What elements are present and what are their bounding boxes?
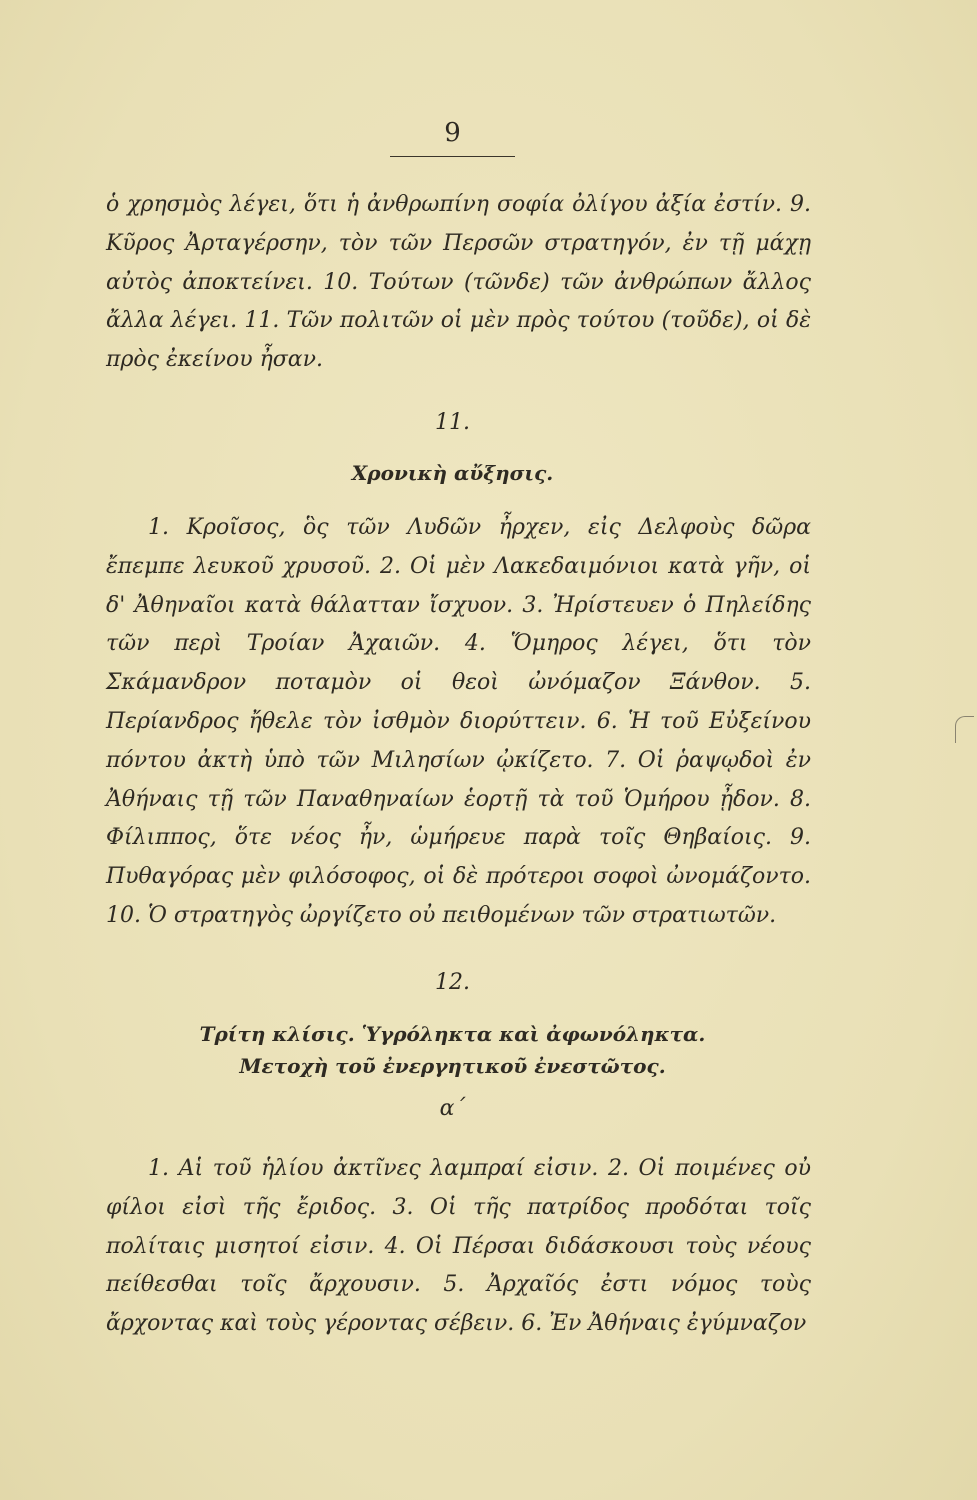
section-11-number: 11.: [435, 410, 470, 435]
page-number-rule: [390, 156, 515, 157]
paragraph: 1. Κροῖσος, ὃς τῶν Λυδῶν ἦρχεν, εἰς Δελφοὺς δῶρα ἔπεμπε λευκοῦ χρυσοῦ. 2. Οἱ μὲν Λακεδαιμόνιοι κατὰ γῆν, οἱ δ' Ἀθηναῖοι κατὰ θάλατταν ἴσχυον. 3. Ἠρίστευεν ὁ Πηλείδης τῶν περὶ Τροίαν Ἀχαιῶν. 4. Ὅμηρος λέγει, ὅτι τὸν Σκάμανδρον ποταμὸν οἱ θεοὶ ὠνόμαζον Ξάνθον. 5. Περίανδρος ἤθελε τὸν ἰσθμὸν διορύττειν. 6. Ἡ τοῦ Εὐξείνου πόντου ἀκτὴ ὑπὸ τῶν Μιλησίων ᾠκίζετο. 7. Οἱ ῥαψῳδοὶ ἐν Ἀθήναις τῇ τῶν Παναθηναίων ἑορτῇ τὰ τοῦ Ὁμήρου ᾖδον. 8. Φίλιππος, ὅτε νέος ἦν, ὡμήρευε παρὰ τοῖς Θηβαίοις. 9. Πυθαγόρας μὲν φιλόσοφος, οἱ δὲ πρότεροι σοφοὶ ὠνομάζοντο. 10. Ὁ στρατηγὸς ὠργίζετο οὐ πειθομένων τῶν στρατιωτῶν.: [106, 515, 811, 928]
section-12-title-line-2: Μετοχὴ τοῦ ἐνεργητικοῦ ἐνεστῶτος.: [239, 1054, 666, 1078]
section-11-title: Χρονικὴ αὔξησις.: [351, 461, 554, 485]
paragraph: ὁ χρησμὸς λέγει, ὅτι ἡ ἀνθρωπίνη σοφία ὀλίγου ἀξία ἐστίν. 9. Κῦρος Ἀρταγέρσην, τὸν τῶν Περσῶν στρατηγόν, ἐν τῇ μάχῃ αὐτὸς ἀποκτείνει. 10. Τούτων (τῶνδε) τῶν ἀνθρώπων ἄλλος ἄλλα λέγει. 11. Τῶν πολιτῶν οἱ μὲν πρὸς τούτου (τοῦδε), οἱ δὲ πρὸς ἐκείνου ἦσαν.: [106, 192, 811, 373]
margin-bracket-mark: [955, 716, 974, 743]
page-number: 9: [444, 118, 461, 148]
paragraph: 1. Αἱ τοῦ ἡλίου ἀκτῖνες λαμπραί εἰσιν. 2. Οἱ ποιμένες οὐ φίλοι εἰσὶ τῆς ἔριδος. 3. Οἱ τῆς πατρίδος προδόται τοῖς πολίταις μισητοί εἰσιν. 4. Οἱ Πέρσαι διδάσκουσι τοὺς νέους πείθεσθαι τοῖς ἄρχουσιν. 5. Ἀρχαῖός ἐστι νόμος τοὺς ἄρχοντας καὶ τοὺς γέροντας σέβειν. 6. Ἐν Ἀθήναις ἐγύμναζον: [106, 1156, 811, 1337]
section-11-text: [106, 509, 811, 936]
section-12-number: 12.: [435, 970, 470, 995]
section-12-title-line-1: Τρίτη κλίσις. Ὑγρόληκτα καὶ ἀφωνόληκτα.: [199, 1022, 706, 1046]
continued-exercise-text: [106, 186, 811, 380]
subsection-alpha: α΄: [439, 1096, 466, 1121]
section-12-text: [106, 1150, 811, 1344]
